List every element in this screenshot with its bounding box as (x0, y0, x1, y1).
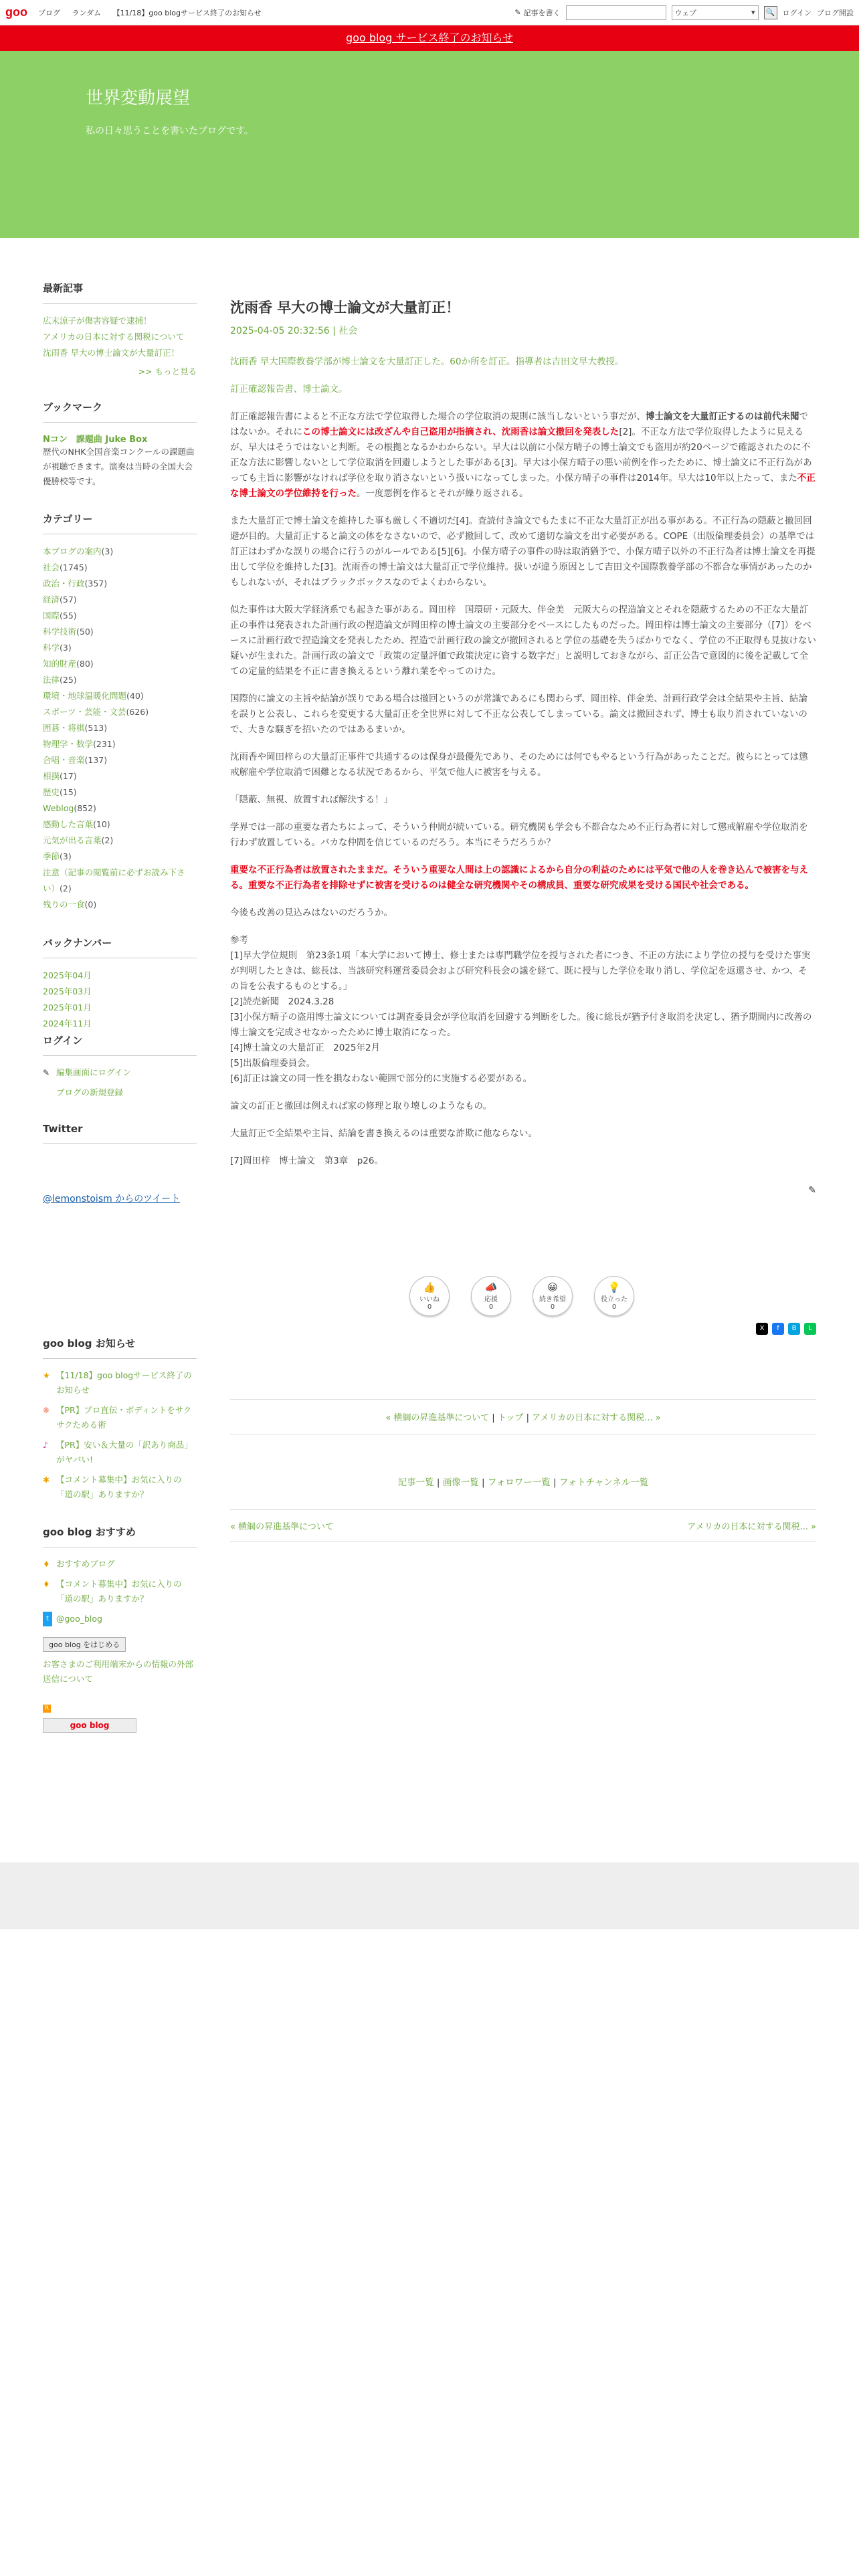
category-item (43, 736, 197, 752)
category-count: (626) (126, 707, 149, 717)
bookmark-description: 歴代のNHK全国音楽コンクールの課題曲が視聴できます。演奏は当時の全国大会優勝校等です。 (43, 447, 195, 486)
category-link[interactable]: 合唱・音楽 (43, 755, 85, 765)
category-item (43, 768, 197, 784)
backnumber-item[interactable]: 2025年03月 (43, 986, 92, 996)
category-link[interactable]: Weblog (43, 803, 74, 813)
new-blog-link[interactable]: ブログの新規登録 (56, 1087, 124, 1097)
category-item (43, 560, 197, 576)
site-title[interactable]: 世界変動展望 (86, 88, 191, 108)
image-list-link[interactable]: 画像一覧 (442, 1477, 479, 1488)
backnumber-item[interactable]: 2025年04月 (43, 970, 92, 980)
notice-item[interactable]: 【PR】プロ直伝・ボディントをサクサクためる術 (56, 1405, 192, 1430)
category-item (43, 720, 197, 736)
facebook-share-icon[interactable]: f (772, 1323, 784, 1335)
backnumber-section (43, 936, 197, 1029)
category-item (43, 897, 197, 913)
recent-item[interactable]: 広末涼子が傷害容疑で逮捕！ (43, 316, 152, 326)
category-count: (357) (84, 578, 108, 588)
category-link[interactable]: 残りの一食 (43, 899, 85, 909)
category-item (43, 800, 197, 817)
login-heading: ログイン (43, 1033, 197, 1056)
bookmark-heading: ブックマーク (43, 400, 197, 423)
edit-login-link[interactable]: 編集画面にログイン (56, 1067, 131, 1077)
paragraph: 似た事件は大阪大学経済系でも起きた事がある。岡田梓 国環研・元阪大、伴金美 元阪大らの捏造論文とそれを隠蔽するための不正な大量訂正の事件は発表された計画行政の捏造論文が岡田梓の博士論文の主要部分をベースにしたものだった。岡田梓は博士論文の主要部分（[7]）をベースに計画行政で捏造論文を発表したため、捏造で計画行政の論文が撤回されると学位の基礎を失うばかりでなく、学位の不正取得も見抜けない疑いが生まれた。計画行政の論文で「政策の定量評価で政策決定に資する数字だ」と説明しておきながら、訂正公告で意図的に後を記載して全ての定量的結果を不正に書き換えるという離れ業をやってのけた。 (230, 605, 817, 677)
category-count: (1745) (60, 562, 88, 572)
paragraph: 今後も改善の見込みはないのだろうか。 (230, 907, 393, 918)
external-info-link[interactable]: お客さまのご利用端末からの情報の外部送信について (43, 1659, 194, 1684)
category-item (43, 865, 197, 897)
reference-item: [1]早大学位規則 第23条1項「本大学において博士、修士または専門職学位を授与された者につき、不正の方法により学位の授与を受けた事実が判明したときは、総長は、当該研究科運営委員会および研究科長会の議を経て、既に授与した学位を取り消し、学位記を返還させ、かつ、その旨を公表するものとする。」 (230, 950, 811, 992)
category-item (43, 656, 197, 672)
paragraph: 論文の訂正と撤回は例えれば家の修理と取り壊しのようなもの。 (230, 1101, 492, 1111)
leaf-icon: ♦ (43, 1580, 50, 1589)
notice-item[interactable]: 【コメント募集中】お気に入りの「道の駅」ありますか？ (56, 1475, 182, 1499)
paragraph: 沈雨香 早大国際教養学部が博士論文を大量訂正した。60か所を訂正。指導者は吉田文早大教授。 (230, 356, 624, 367)
edit-pencil-icon[interactable]: ✎ (808, 1185, 816, 1196)
recommend-section (43, 1525, 197, 1733)
category-count: (17) (60, 771, 77, 781)
category-link[interactable]: 歴史 (43, 787, 60, 797)
article-list-link[interactable]: 記事一覧 (397, 1477, 434, 1488)
category-heading: カテゴリー (43, 512, 197, 534)
category-link[interactable]: 知的財産 (43, 659, 77, 669)
notice-item[interactable]: 【PR】安い＆大量の「訳あり商品」がヤバい! (56, 1440, 193, 1465)
category-count: (50) (76, 627, 94, 637)
recent-heading: 最新記事 (43, 281, 197, 304)
category-link[interactable]: 囲碁・将棋 (43, 723, 85, 733)
category-link[interactable]: 経済 (43, 595, 60, 605)
login-section (43, 1033, 197, 1100)
category-link[interactable]: 季節 (43, 851, 60, 861)
category-item (43, 752, 197, 768)
line-share-icon[interactable]: L (804, 1323, 816, 1335)
category-item (43, 608, 197, 624)
paragraph: また大量訂正で博士論文を維持した事も厳しく不適切だ[4]。査読付き論文でもたまに不正な大量訂正が出る事がある。不正行為の隠蔽と撤回回避が目的。大量訂正すると論文の体をなさないので、必ず撤回して、改めて適切な論文を出す必要がある。COPE（出版倫理委員会）の基準では訂正はわずかな誤りの場合に行うのがルールである[5][6]。小保方晴子の事件の時は取消猶予で、小保方晴子以外の不正行為者は博士論文を再提出して学位を維持した[3]。沈雨香の博士論文は大量訂正で学位維持。扱いが違う原因として吉田文や国際教養学部の不都合な事情があったのかもしれないが、それはブラックボックスなのでよくわからない。 (230, 516, 816, 588)
top-link-notice[interactable]: 【11/18】goo blogサービス終了のお知らせ (112, 8, 262, 17)
category-item (43, 624, 197, 640)
search-input[interactable] (566, 5, 666, 20)
leaf-icon: ♦ (43, 1560, 50, 1569)
entry-title[interactable]: 沈雨香 早大の博士論文が大量訂正！ (230, 300, 460, 316)
paragraph: 訂正確認報告書によると不正な方法で学位取得した場合の学位取消の規則に該当しないという事だが、博士論文を大量訂正するのは前代未聞ではないか。それにこの博士論文には改ざんや自己盗用が指摘され、沈雨香は論文撤回を発表した[2]。不正な方法で学位取得したように見えるが、早大はそうではないと判断。その根拠となるかわからない。早大は以前に小保方晴子の博士論文でも盗用が約20ページで確認されたのに不正な方法に影響しないとして学位取消を回避しようとした事がある[3]。早大は小保方晴子の悪い前例を作ったために、博士論文に不正行為があっても主旨に影響がなければ学位を取り消さないという扱いになってしまった。小保方晴子の事件は2014年。早大は10年以上たって、また不正な博士論文の学位維持を行った。一度悪例を作るとそれが繰り返される。 (230, 411, 816, 499)
category-count: (3) (60, 851, 72, 861)
category-item (43, 576, 197, 592)
share-buttons (230, 1323, 816, 1335)
recent-more-link[interactable]: >> もっと見る (138, 366, 197, 377)
content-area (0, 281, 859, 1755)
backnumber-item[interactable]: 2024年11月 (43, 1018, 92, 1029)
reference-item: [4]博士論文の大量訂正 2025年2月 (230, 1043, 381, 1053)
blog-header (0, 51, 859, 238)
reaction-cheer[interactable]: 📣 応援 0 (471, 1276, 514, 1316)
category-item (43, 688, 197, 704)
category-count: (3) (101, 546, 114, 556)
blog-open-link[interactable]: ブログ開設 (817, 8, 854, 17)
prev-next-nav (230, 1509, 816, 1542)
reference-item: [3]小保方晴子の盗用博士論文については調査委員会が学位取消を回避する判断をした。後に総長が猶予付き取消を決定し、猶予期間内に改善の博士論文を完成させなかったために博士取消になった。 (230, 1012, 812, 1038)
category-item (43, 640, 197, 656)
paragraph: 訂正確認報告書、博士論文。 (230, 384, 348, 395)
category-count: (57) (60, 595, 77, 605)
category-link[interactable]: 感動した言葉 (43, 819, 94, 829)
category-item (43, 833, 197, 849)
category-count: (231) (93, 739, 116, 749)
write-article-button[interactable]: ✎ 記事を書く (514, 8, 561, 17)
top-link-blog[interactable]: ブログ (38, 8, 60, 17)
category-link[interactable]: 本ブログの案内 (43, 546, 102, 556)
service-end-banner (0, 25, 859, 51)
category-link[interactable]: 政治・行政 (43, 578, 85, 588)
reference-item: [6]訂正は論文の同一性を損なわない範囲で部分的に実施する必要がある。 (230, 1073, 533, 1084)
category-count: (2) (101, 835, 114, 845)
entry-meta: 2025-04-05 20:32:56 | 社会 (230, 326, 358, 336)
paragraph: [7]岡田梓 博士論文 第3章 p26。 (230, 1156, 383, 1166)
star-icon: ★ (43, 1371, 50, 1380)
reference-list (230, 948, 816, 1087)
twitter-heading: Twitter (43, 1123, 197, 1144)
category-count: (80) (76, 659, 94, 669)
category-item (43, 817, 197, 833)
category-link[interactable]: 国際 (43, 611, 60, 621)
category-count: (3) (60, 643, 72, 653)
backnumber-heading: バックナンバー (43, 936, 197, 958)
category-link[interactable]: 物理学・数学 (43, 739, 94, 749)
category-count: (15) (60, 787, 77, 797)
category-count: (2) (60, 883, 72, 893)
main-content (230, 281, 816, 1755)
start-blog-button[interactable]: goo blog をはじめる (43, 1637, 126, 1652)
rss-icon[interactable]: R (43, 1705, 51, 1713)
reaction-buttons (230, 1276, 816, 1316)
reaction-useful[interactable]: 💡 役立った 0 (594, 1276, 637, 1316)
pencil-icon: ✎ (514, 8, 521, 17)
photo-channel-link[interactable]: フォトチャンネル一覧 (559, 1477, 649, 1488)
category-link[interactable]: 元気が出る言葉 (43, 835, 102, 845)
category-link[interactable]: 社会 (43, 562, 60, 572)
follower-list-link[interactable]: フォロワー一覧 (487, 1477, 551, 1488)
twitter-icon: t (43, 1612, 52, 1626)
category-item (43, 704, 197, 720)
category-count: (137) (84, 755, 108, 765)
smile-icon: 😀 (547, 1281, 558, 1293)
entry-category[interactable]: 社会 (339, 326, 358, 336)
list-links: 記事一覧 | 画像一覧 | フォロワー一覧 | フォトチャンネル一覧 (397, 1477, 649, 1488)
twitter-timeline-link[interactable]: @lemonstoism からのツイート (43, 1194, 181, 1204)
twitter-section (43, 1123, 197, 1313)
category-count: (852) (74, 803, 96, 813)
bookmark-link[interactable]: Nコン 課題曲 Juke Box (43, 435, 148, 445)
bulb-icon: ✱ (43, 1475, 50, 1485)
category-item (43, 544, 197, 560)
pager-next-link[interactable]: アメリカの日本に対する関税... » (532, 1413, 661, 1423)
next-article-link[interactable]: アメリカの日本に対する関税... » (687, 1522, 816, 1532)
goo-logo[interactable]: goo (5, 5, 27, 19)
notice-section (43, 1336, 197, 1502)
entry-body (230, 354, 816, 1169)
top-link-random[interactable]: ランダム (72, 8, 102, 17)
recommend-item[interactable]: 【コメント募集中】お気に入りの「道の駅」ありますか？ (56, 1579, 182, 1604)
search-scope-select[interactable]: ウェブ ▾ (672, 5, 759, 20)
page-footer (0, 1862, 859, 1929)
category-link[interactable]: 相撲 (43, 771, 60, 781)
paragraph: 国際的に論文の主旨や結論が誤りである場合は撤回というのが常識であるにも関わらず、岡田梓、伴金美、計画行政学会は全結果や主旨、結論を誤りと公表し、これらを変更する大量訂正を全世界に対して不正な公表してしまっている。論文は撤回されず、博士も取り消されていないので、大きな騒ぎを招いたのではあるまいか。 (230, 693, 807, 735)
hatena-share-icon[interactable]: B (788, 1323, 800, 1335)
paragraph: 重要な不正行為者は放置されたままだ。そういう重要な人間は上の認識によるから自分の利益のためには平気で他の人を巻き込んで被害を与える。重要な不正行為者を排除せずに被害を受けるのは健全な研究機関やその構成員、重要な研究成果を受ける国民や社会である。 (230, 865, 808, 891)
reaction-like[interactable]: 👍 いいね 0 (409, 1276, 452, 1316)
recent-section (43, 281, 197, 377)
category-section (43, 512, 197, 913)
x-share-icon[interactable]: X (756, 1323, 768, 1335)
category-count: (10) (93, 819, 110, 829)
bookmark-section (43, 400, 197, 489)
goo-blog-feed-button[interactable]: goo blog (43, 1718, 136, 1733)
site-description: 私の日々思うことを書いたブログです。 (86, 126, 254, 136)
service-end-link[interactable]: goo blog サービス終了のお知らせ (346, 31, 513, 44)
category-item (43, 784, 197, 800)
prev-article-link[interactable]: « 横綱の昇進基準について (230, 1522, 334, 1532)
category-count: (40) (126, 691, 144, 701)
notice-item[interactable]: 【11/18】goo blogサービス終了のお知らせ (56, 1370, 192, 1395)
category-link[interactable]: 注意（記事の閲覧前に必ずお読み下さい） (43, 867, 185, 893)
recent-item[interactable]: 沈雨香 早大の博士論文が大量訂正！ (43, 348, 179, 358)
recommend-item[interactable]: おすすめブログ (56, 1559, 115, 1569)
entry-date: 2025-04-05 20:32:56 (230, 326, 330, 336)
backnumber-item[interactable]: 2025年01月 (43, 1002, 92, 1012)
thumbs-up-icon: 👍 (423, 1281, 436, 1293)
login-link[interactable]: ログイン (782, 8, 812, 17)
category-count: (513) (84, 723, 108, 733)
entry-pager: « 横綱の昇進基準について | トップ | アメリカの日本に対する関税... » (230, 1399, 816, 1434)
pencil-icon: ✎ (43, 1068, 50, 1077)
bulb-icon: 💡 (607, 1281, 621, 1293)
category-link[interactable]: 科学 (43, 643, 60, 653)
reference-item: [5]出版倫理委員会。 (230, 1058, 316, 1069)
top-bar (0, 0, 859, 25)
category-item (43, 672, 197, 688)
megaphone-icon: 📣 (484, 1281, 498, 1293)
notice-heading: goo blog お知らせ (43, 1336, 197, 1359)
reference-item: [2]読売新聞 2024.3.28 (230, 996, 335, 1007)
category-item (43, 849, 197, 865)
category-count: (0) (84, 899, 97, 909)
category-count: (55) (60, 611, 77, 621)
pager-prev-link[interactable]: « 横綱の昇進基準について (385, 1413, 490, 1423)
category-link[interactable]: スポーツ・芸能・文芸 (43, 707, 126, 717)
goo-blog-twitter-link[interactable]: @goo_blog (56, 1614, 102, 1624)
category-item (43, 592, 197, 608)
search-button[interactable]: 🔍 (764, 6, 777, 19)
paragraph: 「隠蔽、無視、放置すれば解決する！」 (230, 794, 393, 805)
category-link[interactable]: 科学技術 (43, 627, 77, 637)
paragraph: 沈雨香や岡田梓らの大量訂正事件で共通するのは保身が最優先であり、そのためには何でもやるという行為があったことだ。彼らにとっては懲戒解雇や学位取消で困難となる状況であるから、平気で他人に被害を与える。 (230, 752, 808, 778)
chevron-down-icon: ▾ (751, 8, 755, 17)
paragraph: 大量訂正で全結果や主旨、結論を書き換えるのは重要な詐欺に他ならない。 (230, 1128, 537, 1139)
sidebar (43, 281, 197, 1755)
music-icon: ♪ (43, 1440, 48, 1450)
references-heading: 参考 (230, 935, 248, 946)
reaction-want-more[interactable]: 😀 続き希望 0 (533, 1276, 575, 1316)
category-count: (25) (60, 675, 77, 685)
recommend-heading: goo blog おすすめ (43, 1525, 197, 1547)
category-link[interactable]: 環境・地球温暖化問題 (43, 691, 127, 701)
pager-top-link[interactable]: トップ (497, 1413, 524, 1423)
gift-icon: ❋ (43, 1406, 50, 1415)
category-link[interactable]: 法律 (43, 675, 60, 685)
recent-item[interactable]: アメリカの日本に対する関税について (43, 332, 185, 342)
paragraph: 学界では一部の重要な者たちによって、そういう仲間が続いている。研究機関も学会も不都合なため不正行為者に対して懲戒解雇や学位取消を行わず放置している。バカな仲間を信じているのだろう。本当にそうだろうか？ (230, 822, 808, 848)
